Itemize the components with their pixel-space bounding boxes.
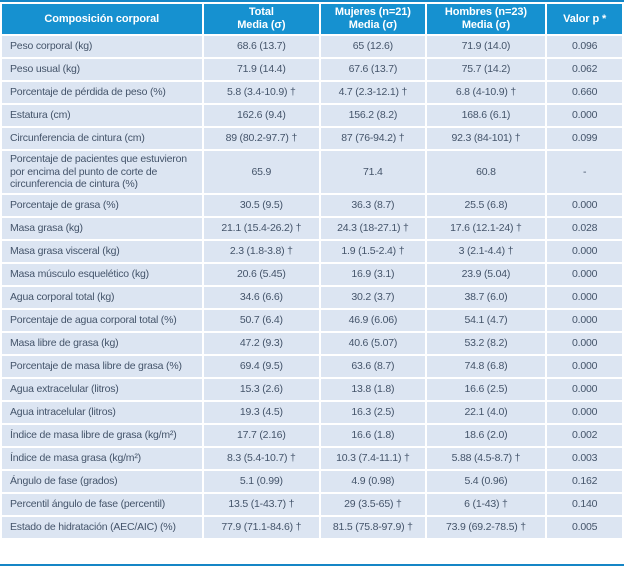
total-value: 15.3 (2.6): [204, 379, 320, 400]
mujeres-value: 16.3 (2.5): [321, 402, 424, 423]
mujeres-value: 40.6 (5.07): [321, 333, 424, 354]
row-label: Porcentaje de masa libre de grasa (%): [2, 356, 202, 377]
table-row: [2, 128, 622, 149]
p-value: -: [547, 151, 622, 193]
total-value: 5.8 (3.4-10.9) †: [204, 82, 320, 103]
column-header-mujeres: [321, 4, 424, 34]
mujeres-value: 63.6 (8.7): [321, 356, 424, 377]
mujeres-value: 30.2 (3.7): [321, 287, 424, 308]
total-value: 68.6 (13.7): [204, 36, 320, 57]
row-label: Agua intracelular (litros): [2, 402, 202, 423]
column-header-label: Mujeres (n=21): [334, 6, 411, 18]
total-value: 17.7 (2.16): [204, 425, 320, 446]
total-value: 69.4 (9.5): [204, 356, 320, 377]
table-row: [2, 333, 622, 354]
column-header-label: Valor p *: [563, 12, 607, 25]
table-row: [2, 36, 622, 57]
table-row: [2, 151, 622, 193]
row-label: Peso corporal (kg): [2, 36, 202, 57]
row-label: Percentil ángulo de fase (percentil): [2, 494, 202, 515]
column-header-label: Hombres (n=23): [444, 6, 527, 18]
hombres-value: 6.8 (4-10.9) †: [427, 82, 546, 103]
hombres-value: 6 (1-43) †: [427, 494, 546, 515]
p-value: 0.000: [547, 264, 622, 285]
row-label: Masa grasa visceral (kg): [2, 241, 202, 262]
p-value: 0.000: [547, 310, 622, 331]
column-header-hombres: [427, 4, 546, 34]
table-row: [2, 517, 622, 538]
table-row: [2, 356, 622, 377]
total-value: 89 (80.2-97.7) †: [204, 128, 320, 149]
hombres-value: 16.6 (2.5): [427, 379, 546, 400]
p-value: 0.000: [547, 402, 622, 423]
mujeres-value: 67.6 (13.7): [321, 59, 424, 80]
row-label: Ángulo de fase (grados): [2, 471, 202, 492]
row-label: Estado de hidratación (AEC/AIC) (%): [2, 517, 202, 538]
mujeres-value: 16.9 (3.1): [321, 264, 424, 285]
mujeres-value: 1.9 (1.5-2.4) †: [321, 241, 424, 262]
p-value: 0.000: [547, 333, 622, 354]
hombres-value: 23.9 (5.04): [427, 264, 546, 285]
p-value: 0.000: [547, 287, 622, 308]
p-value: 0.028: [547, 218, 622, 239]
p-value: 0.005: [547, 517, 622, 538]
hombres-value: 92.3 (84-101) †: [427, 128, 546, 149]
p-value: 0.000: [547, 379, 622, 400]
total-value: 19.3 (4.5): [204, 402, 320, 423]
table-row: [2, 448, 622, 469]
column-header-composicion-corporal: [2, 4, 202, 34]
hombres-value: 18.6 (2.0): [427, 425, 546, 446]
total-value: 34.6 (6.6): [204, 287, 320, 308]
column-header-valor-p: [547, 4, 622, 34]
mujeres-value: 65 (12.6): [321, 36, 424, 57]
row-label: Agua extracelular (litros): [2, 379, 202, 400]
hombres-value: 3 (2.1-4.4) †: [427, 241, 546, 262]
p-value: 0.000: [547, 105, 622, 126]
table-row: [2, 264, 622, 285]
table-row: [2, 195, 622, 216]
row-label: Agua corporal total (kg): [2, 287, 202, 308]
column-header-label: Total: [248, 6, 274, 18]
table-row: [2, 241, 622, 262]
table-row: [2, 105, 622, 126]
hombres-value: 60.8: [427, 151, 546, 193]
mujeres-value: 46.9 (6.06): [321, 310, 424, 331]
table-row: [2, 402, 622, 423]
hombres-value: 71.9 (14.0): [427, 36, 546, 57]
total-value: 71.9 (14.4): [204, 59, 320, 80]
p-value: 0.140: [547, 494, 622, 515]
row-label: Masa libre de grasa (kg): [2, 333, 202, 354]
hombres-value: 17.6 (12.1-24) †: [427, 218, 546, 239]
total-value: 77.9 (71.1-84.6) †: [204, 517, 320, 538]
hombres-value: 73.9 (69.2-78.5) †: [427, 517, 546, 538]
mujeres-value: 29 (3.5-65) †: [321, 494, 424, 515]
mujeres-value: 156.2 (8.2): [321, 105, 424, 126]
table-row: [2, 59, 622, 80]
p-value: 0.062: [547, 59, 622, 80]
total-value: 5.1 (0.99): [204, 471, 320, 492]
table-row: [2, 471, 622, 492]
mujeres-value: 4.7 (2.3-12.1) †: [321, 82, 424, 103]
p-value: 0.002: [547, 425, 622, 446]
total-value: 47.2 (9.3): [204, 333, 320, 354]
row-label: Circunferencia de cintura (cm): [2, 128, 202, 149]
row-label: Porcentaje de grasa (%): [2, 195, 202, 216]
hombres-value: 53.2 (8.2): [427, 333, 546, 354]
total-value: 65.9: [204, 151, 320, 193]
row-label: Peso usual (kg): [2, 59, 202, 80]
total-value: 13.5 (1-43.7) †: [204, 494, 320, 515]
row-label: Masa grasa (kg): [2, 218, 202, 239]
mujeres-value: 24.3 (18-27.1) †: [321, 218, 424, 239]
column-header-total: [204, 4, 320, 34]
table-row: [2, 494, 622, 515]
table-row: [2, 287, 622, 308]
header-row: [2, 4, 622, 34]
hombres-value: 168.6 (6.1): [427, 105, 546, 126]
hombres-value: 54.1 (4.7): [427, 310, 546, 331]
mujeres-value: 13.8 (1.8): [321, 379, 424, 400]
row-label: Índice de masa libre de grasa (kg/m²): [2, 425, 202, 446]
mujeres-value: 81.5 (75.8-97.9) †: [321, 517, 424, 538]
hombres-value: 22.1 (4.0): [427, 402, 546, 423]
row-label: Porcentaje de pérdida de peso (%): [2, 82, 202, 103]
total-value: 2.3 (1.8-3.8) †: [204, 241, 320, 262]
p-value: 0.099: [547, 128, 622, 149]
row-label: Masa músculo esquelético (kg): [2, 264, 202, 285]
column-header-subtitle: Media (σ): [348, 19, 397, 31]
p-value: 0.000: [547, 241, 622, 262]
total-value: 50.7 (6.4): [204, 310, 320, 331]
mujeres-value: 16.6 (1.8): [321, 425, 424, 446]
mujeres-value: 36.3 (8.7): [321, 195, 424, 216]
column-header-label: Composición corporal: [44, 12, 160, 25]
hombres-value: 5.88 (4.5-8.7) †: [427, 448, 546, 469]
table-row: [2, 425, 622, 446]
table-row: [2, 379, 622, 400]
mujeres-value: 71.4: [321, 151, 424, 193]
hombres-value: 38.7 (6.0): [427, 287, 546, 308]
mujeres-value: 87 (76-94.2) †: [321, 128, 424, 149]
total-value: 21.1 (15.4-26.2) †: [204, 218, 320, 239]
row-label: Porcentaje de agua corporal total (%): [2, 310, 202, 331]
table-row: [2, 82, 622, 103]
table-row: [2, 310, 622, 331]
p-value: 0.162: [547, 471, 622, 492]
table-row: [2, 218, 622, 239]
total-value: 8.3 (5.4-10.7) †: [204, 448, 320, 469]
mujeres-value: 10.3 (7.4-11.1) †: [321, 448, 424, 469]
p-value: 0.000: [547, 195, 622, 216]
hombres-value: 5.4 (0.96): [427, 471, 546, 492]
column-header-subtitle: Media (σ): [461, 19, 511, 31]
p-value: 0.000: [547, 356, 622, 377]
column-header-subtitle: Media (σ): [237, 19, 286, 31]
row-label: Índice de masa grasa (kg/m²): [2, 448, 202, 469]
total-value: 162.6 (9.4): [204, 105, 320, 126]
hombres-value: 74.8 (6.8): [427, 356, 546, 377]
p-value: 0.660: [547, 82, 622, 103]
row-label: Estatura (cm): [2, 105, 202, 126]
p-value: 0.096: [547, 36, 622, 57]
hombres-value: 75.7 (14.2): [427, 59, 546, 80]
row-label: Porcentaje de pacientes que estuvieron por encima del punto de corte de circunferencia de cintura (%): [2, 151, 202, 193]
hombres-value: 25.5 (6.8): [427, 195, 546, 216]
total-value: 30.5 (9.5): [204, 195, 320, 216]
p-value: 0.003: [547, 448, 622, 469]
mujeres-value: 4.9 (0.98): [321, 471, 424, 492]
total-value: 20.6 (5.45): [204, 264, 320, 285]
data-table: [0, 2, 624, 540]
